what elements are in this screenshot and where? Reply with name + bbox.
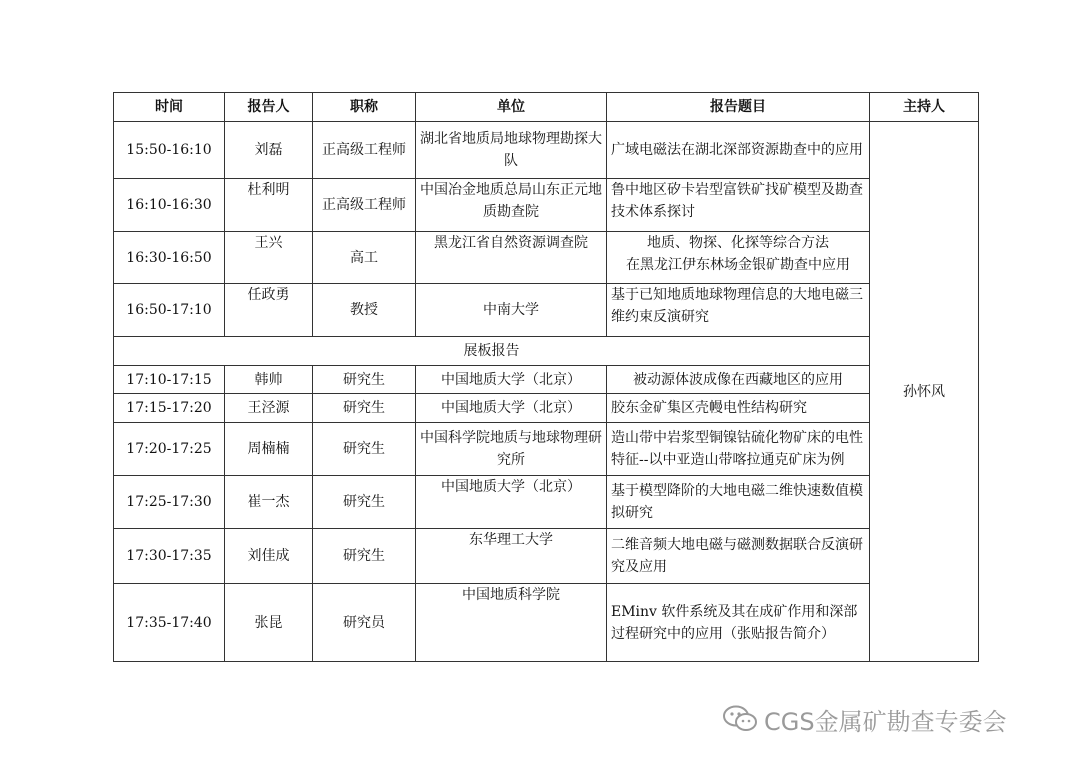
row-topic: 基于模型降阶的大地电磁二维快速数值模拟研究 xyxy=(607,476,870,529)
row-title: 研究生 xyxy=(313,394,416,423)
table-row xyxy=(114,284,979,337)
table-row xyxy=(114,529,979,584)
row-time: 16:30-16:50 xyxy=(114,232,225,284)
row-unit: 中国冶金地质总局山东正元地质勘查院 xyxy=(416,179,607,232)
table-row xyxy=(114,232,979,284)
row-unit: 中国地质大学（北京） xyxy=(416,476,607,529)
host-cell: 孙怀风 xyxy=(870,122,979,662)
header-topic: 报告题目 xyxy=(607,93,870,122)
row-time: 17:30-17:35 xyxy=(114,529,225,584)
row-unit: 湖北省地质局地球物理勘探大队 xyxy=(416,122,607,179)
row-title: 研究生 xyxy=(313,423,416,476)
watermark-text: CGS金属矿勘查专委会 xyxy=(764,707,1007,736)
row-speaker: 王兴 xyxy=(225,232,313,284)
row-time: 17:25-17:30 xyxy=(114,476,225,529)
row-title: 正高级工程师 xyxy=(313,122,416,179)
row-time: 16:10-16:30 xyxy=(114,179,225,232)
row-speaker: 刘佳成 xyxy=(225,529,313,584)
wechat-icon xyxy=(722,704,758,734)
row-unit: 黑龙江省自然资源调查院 xyxy=(416,232,607,284)
row-speaker: 周楠楠 xyxy=(225,423,313,476)
row-unit: 中国地质大学（北京） xyxy=(416,366,607,394)
row-title: 研究员 xyxy=(313,584,416,662)
row-time: 17:35-17:40 xyxy=(114,584,225,662)
table-row xyxy=(114,122,979,179)
table-row xyxy=(114,476,979,529)
header-host: 主持人 xyxy=(870,93,979,122)
section-label: 展板报告 xyxy=(114,337,870,366)
row-speaker: 王泾源 xyxy=(225,394,313,423)
topic-line-1: 地质、物探、化探等综合方法 xyxy=(647,235,829,251)
row-title: 教授 xyxy=(313,284,416,337)
row-title: 研究生 xyxy=(313,366,416,394)
row-speaker: 张昆 xyxy=(225,584,313,662)
row-speaker: 崔一杰 xyxy=(225,476,313,529)
row-unit: 东华理工大学 xyxy=(416,529,607,584)
row-topic: 鲁中地区矽卡岩型富铁矿找矿模型及勘查技术体系探讨 xyxy=(607,179,870,232)
topic-line-2: 在黑龙江伊东林场金银矿勘查中应用 xyxy=(626,257,850,273)
header-unit: 单位 xyxy=(416,93,607,122)
row-unit: 中国地质大学（北京） xyxy=(416,394,607,423)
table-row xyxy=(114,179,979,232)
watermark xyxy=(722,699,1007,739)
header-speaker: 报告人 xyxy=(225,93,313,122)
schedule-table xyxy=(113,92,979,662)
header-title: 职称 xyxy=(313,93,416,122)
table-row xyxy=(114,366,979,394)
row-unit: 中国科学院地质与地球物理研究所 xyxy=(416,423,607,476)
section-row xyxy=(114,337,979,366)
row-unit: 中南大学 xyxy=(416,284,607,337)
row-speaker: 杜利明 xyxy=(225,179,313,232)
row-topic: 胶东金矿集区壳幔电性结构研究 xyxy=(607,394,870,423)
row-topic: 造山带中岩浆型铜镍钴硫化物矿床的电性特征--以中亚造山带喀拉通克矿床为例 xyxy=(607,423,870,476)
row-title: 研究生 xyxy=(313,529,416,584)
row-topic: 基于已知地质地球物理信息的大地电磁三维约束反演研究 xyxy=(607,284,870,337)
row-speaker: 任政勇 xyxy=(225,284,313,337)
row-time: 17:10-17:15 xyxy=(114,366,225,394)
row-title: 研究生 xyxy=(313,476,416,529)
row-time: 17:20-17:25 xyxy=(114,423,225,476)
row-topic: 被动源体波成像在西藏地区的应用 xyxy=(607,366,870,394)
table-row xyxy=(114,584,979,662)
row-topic: EMinv 软件系统及其在成矿作用和深部过程研究中的应用（张贴报告简介） xyxy=(607,584,870,662)
row-unit: 中国地质科学院 xyxy=(416,584,607,662)
row-time: 15:50-16:10 xyxy=(114,122,225,179)
row-title: 正高级工程师 xyxy=(313,179,416,232)
row-time: 16:50-17:10 xyxy=(114,284,225,337)
table-header-row xyxy=(114,93,979,122)
row-time: 17:15-17:20 xyxy=(114,394,225,423)
row-topic: 二维音频大地电磁与磁测数据联合反演研究及应用 xyxy=(607,529,870,584)
row-title: 高工 xyxy=(313,232,416,284)
row-speaker: 刘磊 xyxy=(225,122,313,179)
row-speaker: 韩帅 xyxy=(225,366,313,394)
header-time: 时间 xyxy=(114,93,225,122)
table-row xyxy=(114,423,979,476)
table-row xyxy=(114,394,979,423)
row-topic xyxy=(607,232,870,284)
row-topic: 广域电磁法在湖北深部资源勘查中的应用 xyxy=(607,122,870,179)
